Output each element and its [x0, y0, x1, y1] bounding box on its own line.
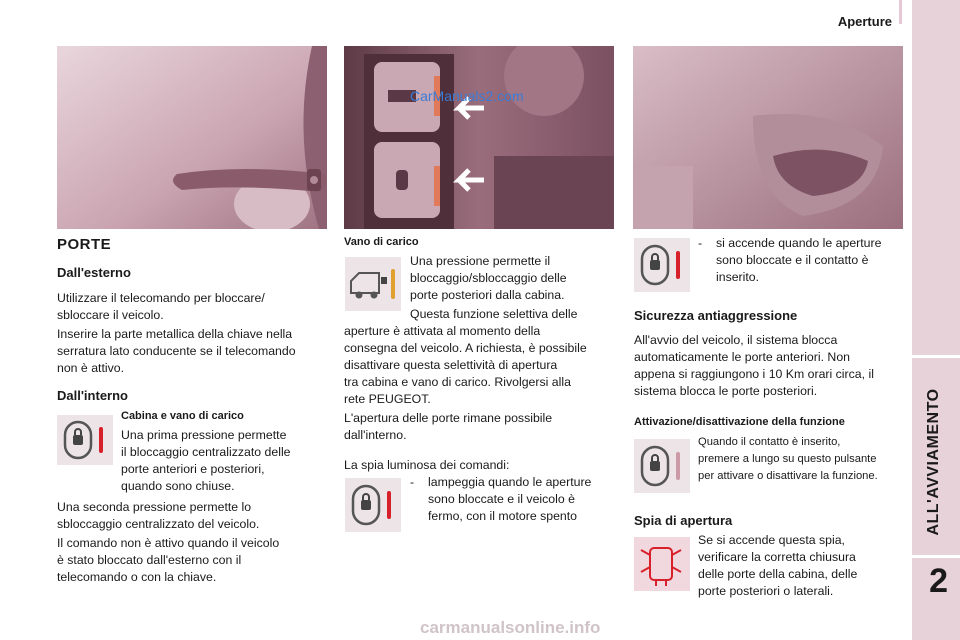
text-line: fermo, con il motore spento: [428, 509, 577, 523]
chapter-side-band: [912, 0, 960, 640]
indicator-intro: La spia luminosa dei comandi:: [344, 458, 510, 472]
side-divider-bottom: [912, 555, 960, 558]
text-line: Il comando non è attivo quando il veicolo: [57, 536, 280, 550]
heading-spia-apertura: Spia di apertura: [634, 513, 733, 528]
text-line: tra cabina e vano di carico. Rivolgersi alla: [344, 375, 571, 389]
text-line: Se si accende questa spia,: [698, 533, 845, 547]
text-line: si accende quando le aperture: [716, 236, 882, 250]
inactive-paragraph: [57, 535, 327, 586]
photo-interior-handle: [633, 46, 903, 229]
bullet-flashing: [410, 474, 620, 529]
text-line: automaticamente le porte anteriori. Non: [634, 350, 850, 364]
text-line: il bloccaggio centralizzato delle: [121, 445, 291, 459]
text-line: aperture è attivata al momento della: [344, 324, 541, 338]
text-line: disattivare questa selettività di apertura: [344, 358, 558, 372]
door-open-warning-icon: [634, 537, 690, 591]
door-open-paragraph: [698, 532, 908, 600]
text-line: quando sono chiuse.: [121, 479, 235, 493]
text-line: verificare la corretta chiusura: [698, 550, 856, 564]
text-line: porte anteriori e posteriori,: [121, 462, 265, 476]
exterior-paragraph-1: [57, 290, 327, 324]
text-line: telecomando o con la chiave.: [57, 570, 217, 584]
bullet-dash: -: [410, 475, 415, 489]
photo-lock-buttons: [344, 46, 614, 229]
header-divider: [899, 0, 902, 24]
text-line: serratura lato conducente se il telecomando: [57, 344, 296, 358]
text-line: è stato bloccato dall'esterno con il: [57, 553, 242, 567]
text-line: premere a lungo su questo pulsante: [698, 453, 877, 465]
bullet-text: [716, 235, 881, 286]
bullet-lit: [698, 235, 908, 290]
heading-dall-esterno: Dall'esterno: [57, 265, 131, 280]
text-line: sono bloccate e il veicolo è: [428, 492, 575, 506]
text-line: Una seconda pressione permette lo: [57, 500, 252, 514]
heading-cabina-vano: Cabina e vano di carico: [121, 410, 244, 422]
lock-button-icon-lit: [634, 238, 690, 292]
chapter-number: 2: [929, 562, 948, 600]
second-press-paragraph: [57, 499, 327, 533]
bullet-text: [428, 474, 591, 525]
side-divider-top: [912, 355, 960, 358]
text-line: Questa funzione selettiva delle: [410, 307, 578, 321]
text-line: lampeggia quando le aperture: [428, 475, 592, 489]
text-line: Inserire la parte metallica della chiave nella: [57, 327, 293, 341]
text-line: porte posteriori o laterali.: [698, 584, 834, 598]
activation-paragraph: [698, 434, 908, 485]
text-line: bloccaggio/sbloccaggio delle: [410, 271, 567, 285]
anti-paragraph: [634, 332, 910, 400]
footer-watermark: carmanualsonline.info: [420, 618, 601, 637]
lock-button-icon-flashing: [345, 478, 401, 532]
chapter-title-text: ALL'AVVIAMENTO: [925, 388, 942, 536]
text-line: sistema blocca le porte posteriori.: [634, 384, 818, 398]
selective-paragraph: [344, 306, 620, 408]
exterior-paragraph-2: [57, 326, 327, 377]
text-line: L'apertura delle porte rimane possibile: [344, 411, 553, 425]
text-line: appena si raggiungono i 10 Km orari circa, il: [634, 367, 874, 381]
text-line: per attivare o disattivare la funzione.: [698, 470, 878, 482]
chapter-title-vertical: [922, 372, 946, 552]
text-line: inserito.: [716, 270, 760, 284]
heading-dall-interno: Dall'interno: [57, 388, 128, 403]
text-line: non è attivo.: [57, 361, 124, 375]
photo-watermark: CarManuals2.com: [410, 88, 524, 104]
section-title-porte: PORTE: [57, 236, 112, 253]
page-header-title: Aperture: [837, 14, 892, 29]
text-line: Utilizzare il telecomando per bloccare/: [57, 291, 265, 305]
photo-exterior-handle: [57, 46, 327, 229]
text-line: Una pressione permette il: [410, 254, 551, 268]
text-line: dall'interno.: [344, 428, 407, 442]
lock-button-icon-activation: [634, 439, 690, 493]
bullet-dash: -: [698, 236, 703, 250]
heading-vano-carico: Vano di carico: [344, 236, 419, 248]
inside-open-paragraph: [344, 410, 620, 444]
cargo-paragraph: [410, 253, 610, 304]
text-line: sono bloccate e il contatto è: [716, 253, 869, 267]
text-line: sbloccaggio centralizzato del veicolo.: [57, 517, 260, 531]
text-line: porte posteriori dalla cabina.: [410, 288, 565, 302]
text-line: All'avvio del veicolo, il sistema blocca: [634, 333, 838, 347]
heading-antiaggressione: Sicurezza antiaggressione: [634, 308, 798, 323]
cargo-lock-button-icon: [345, 257, 401, 311]
text-line: Una prima pressione permette: [121, 428, 287, 442]
text-line: delle porte della cabina, delle: [698, 567, 858, 581]
cabin-paragraph: [121, 427, 321, 495]
text-line: Quando il contatto è inserito,: [698, 436, 841, 448]
heading-attivazione: Attivazione/disattivazione della funzione: [634, 416, 845, 428]
text-line: sbloccare il veicolo.: [57, 308, 164, 322]
lock-button-icon: [57, 415, 113, 465]
text-line: consegna del veicolo. A richiesta, è possibile: [344, 341, 587, 355]
text-line: rete PEUGEOT.: [344, 392, 431, 406]
